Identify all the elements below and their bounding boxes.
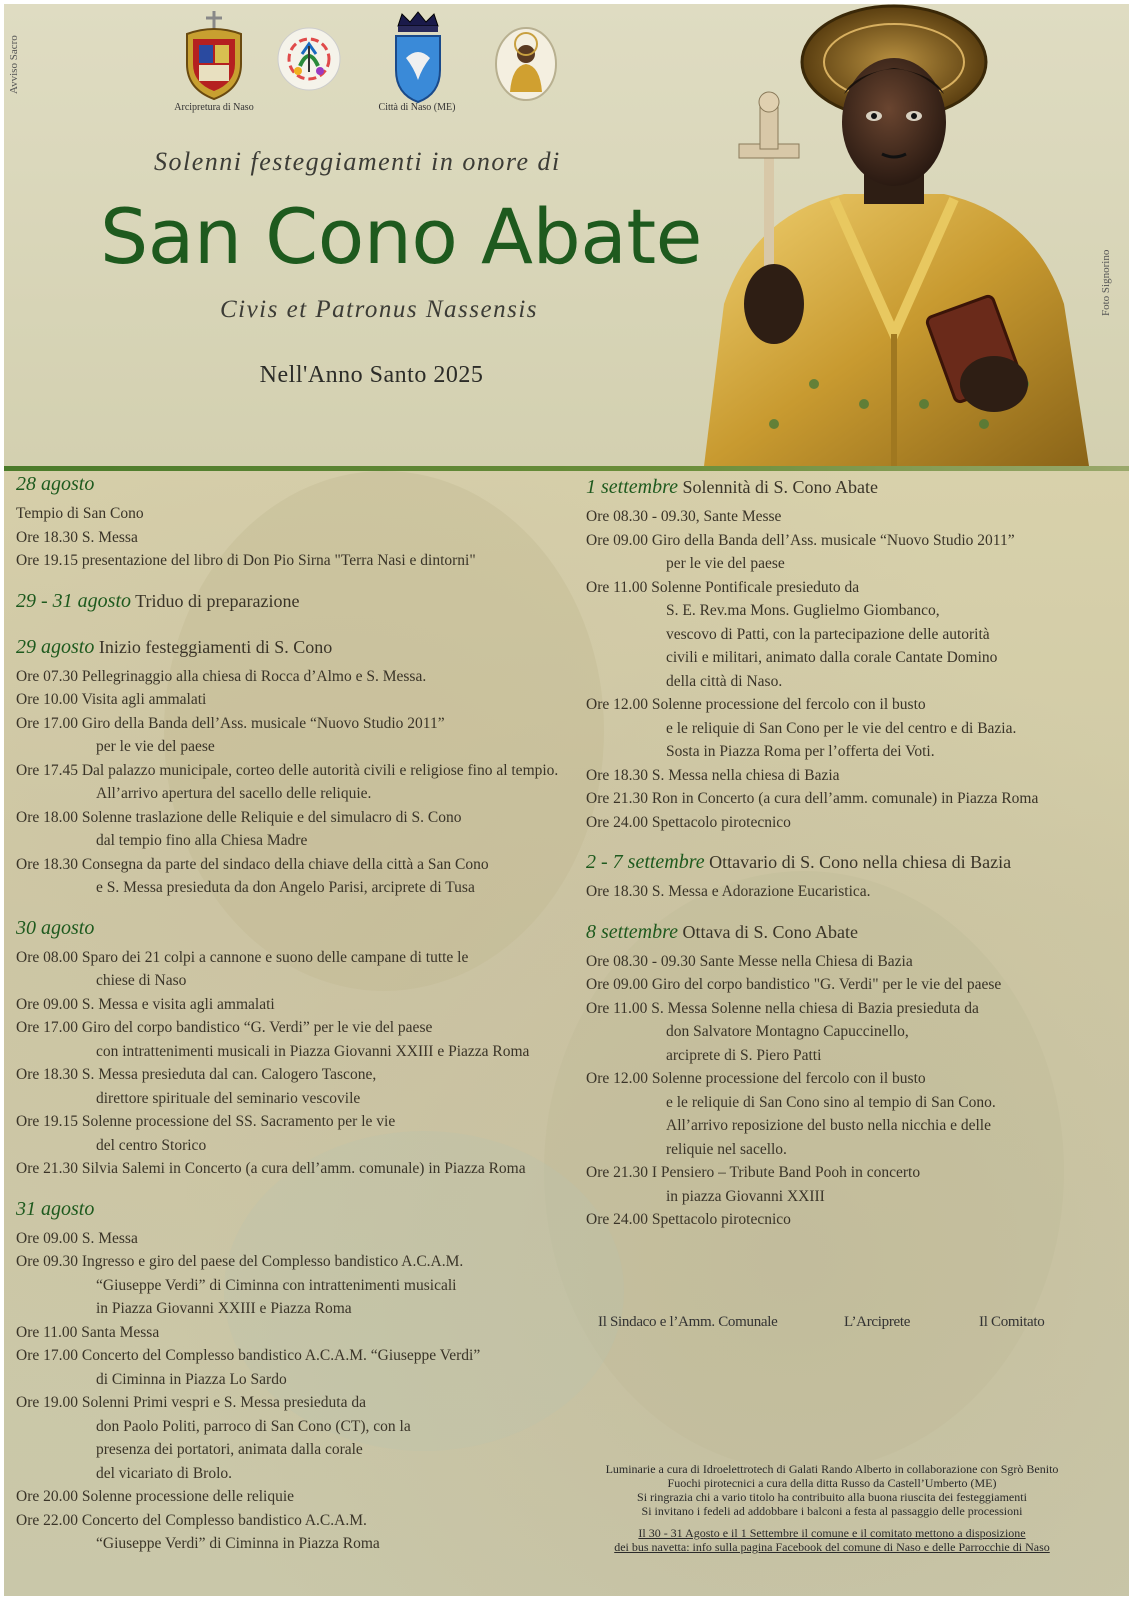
logo-caption-arcipretura: Arcipretura di Naso — [174, 102, 254, 113]
schedule-line-continued: con intrattenimenti musicali in Piazza Giovanni XXIII e Piazza Roma — [96, 1042, 530, 1060]
footer-luminarie: Luminarie a cura di Idroelettrotech di Galati Rando Alberto in collaborazione con Sgrò Benito — [605, 1462, 1059, 1476]
logo-caption-citta: Città di Naso (ME) — [378, 102, 456, 113]
schedule-line: Ore 08.30 - 09.30 Sante Messe nella Chiesa di Bazia — [586, 952, 913, 970]
side-label: Avviso Sacro — [8, 35, 20, 94]
schedule-line-continued: “Giuseppe Verdi” di Ciminna in Piazza Roma — [96, 1535, 380, 1552]
schedule-line: Ore 11.00 S. Messa Solenne nella chiesa di Bazia presieduta da — [586, 999, 979, 1017]
schedule-line-continued: S. E. Rev.ma Mons. Guglielmo Giombanco, — [666, 602, 940, 619]
schedule-line: Ore 10.00 Visita agli ammalati — [16, 691, 207, 708]
jubilee-pilgrims-logo-icon — [276, 26, 342, 92]
schedule-line: Ore 11.00 Solenne Pontificale presieduto da — [586, 578, 860, 596]
day-date: 29 agosto — [16, 635, 95, 658]
day-date: 31 agosto — [16, 1197, 95, 1220]
schedule-line: Ore 09.00 S. Messa e visita agli ammalati — [16, 995, 275, 1013]
schedule-line: Ore 19.00 Solenni Primi vespri e S. Messa presieduta da — [16, 1394, 366, 1411]
schedule-line: Ore 12.00 Solenne processione del fercolo con il busto — [586, 696, 926, 713]
footer-bus-notice: Il 30 - 31 Agosto e il 1 Settembre il comune e il comitato mettono a disposizione — [638, 1526, 1026, 1540]
schedule-line-continued: e S. Messa presieduta da don Angelo Parisi, arciprete di Tusa — [96, 879, 475, 896]
schedule-line: Ore 24.00 Spettacolo pirotecnico — [586, 813, 791, 831]
schedule-line: Ore 18.30 Consegna da parte del sindaco della chiave della città a San Cono — [16, 855, 489, 873]
day-title: Inizio festeggiamenti di S. Cono — [94, 636, 333, 657]
schedule-line-continued: presenza dei portatori, animata dalla corale — [96, 1441, 363, 1458]
day-heading — [16, 1199, 94, 1221]
schedule-line: Tempio di San Cono — [16, 505, 144, 522]
schedule-line-continued: chiese di Naso — [96, 972, 187, 989]
arcipretura-coat-of-arms-icon — [179, 9, 249, 101]
schedule-line: Ore 09.00 Giro della Banda dell’Ass. musicale “Nuovo Studio 2011” — [586, 531, 1015, 549]
schedule-line: Ore 18.30 S. Messa e Adorazione Eucaristica. — [586, 883, 871, 900]
schedule-line: Ore 08.30 - 09.30, Sante Messe — [586, 508, 782, 525]
footer-thanks: Si ringrazia chi a vario titolo ha contribuito alla buona riuscita dei festeggiamenti — [637, 1490, 1027, 1504]
schedule-line: Ore 22.00 Concerto del Complesso bandistico A.C.A.M. — [16, 1511, 367, 1529]
right-schedule-column — [586, 471, 1126, 1596]
schedule-line: Ore 18.30 S. Messa presieduta dal can. Calogero Tascone, — [16, 1066, 377, 1083]
schedule-line-continued: direttore spirituale del seminario vescovile — [96, 1089, 361, 1107]
schedule-line: Ore 12.00 Solenne processione del fercolo con il busto — [586, 1070, 926, 1087]
day-heading — [586, 922, 858, 944]
schedule-line-continued: reliquie nel sacello. — [666, 1140, 787, 1158]
schedule-line: Ore 09.30 Ingresso e giro del paese del Complesso bandistico A.C.A.M. — [16, 1253, 464, 1270]
schedule-line-continued: in piazza Giovanni XXIII — [666, 1187, 825, 1205]
schedule-line-continued: vescovo di Patti, con la partecipazione delle autorità — [666, 625, 990, 643]
signature-comitato: Il Comitato — [979, 1314, 1045, 1330]
day-date: 8 settembre — [586, 920, 679, 943]
schedule-line: Ore 20.00 Solenne processione delle reliquie — [16, 1488, 295, 1505]
schedule-line: Ore 24.00 Spettacolo pirotecnico — [586, 1211, 791, 1228]
saint-statue-illustration — [694, 4, 1114, 466]
event-subtitle: Solenni festeggiamenti in onore di — [154, 147, 561, 176]
schedule-line: Ore 21.30 Silvia Salemi in Concerto (a cura dell’amm. comunale) in Piazza Roma — [16, 1160, 526, 1177]
schedule-line: Ore 09.00 Giro del corpo bandistico "G. Verdi" per le vie del paese — [586, 976, 1002, 993]
schedule-line-continued: di Ciminna in Piazza Lo Sardo — [96, 1370, 287, 1388]
schedule-line-continued: e le reliquie di San Cono per le vie del centro e di Bazia. — [666, 719, 1017, 737]
schedule-line-continued: della città di Naso. — [666, 672, 783, 690]
photo-credit: Foto Signorino — [1100, 249, 1112, 316]
schedule-line: Ore 17.00 Giro del corpo bandistico “G. Verdi” per le vie del paese — [16, 1019, 433, 1036]
day-heading — [586, 852, 1011, 874]
day-heading — [16, 591, 299, 613]
holy-year-line: Nell'Anno Santo 2025 — [259, 362, 484, 388]
schedule-line: Ore 18.30 S. Messa nella chiesa di Bazia — [586, 766, 840, 784]
schedule-line-continued: per le vie del paese — [96, 738, 215, 755]
day-title: Solennità di S. Cono Abate — [678, 477, 879, 497]
schedule-line-continued: per le vie del paese — [666, 555, 785, 572]
left-schedule-column — [16, 471, 586, 1596]
schedule-line-continued: e le reliquie di San Cono sino al tempio di San Cono. — [666, 1093, 996, 1111]
day-heading — [586, 477, 878, 499]
schedule-line-continued: del centro Storico — [96, 1136, 207, 1154]
day-title: Triduo di preparazione — [131, 590, 300, 611]
day-date: 28 agosto — [16, 473, 95, 495]
day-date: 30 agosto — [16, 916, 95, 939]
day-date: 2 - 7 settembre — [586, 851, 705, 873]
schedule-line-continued: civili e militari, animato dalla corale Cantate Domino — [666, 649, 998, 666]
schedule-line: Ore 21.30 I Pensiero – Tribute Band Pooh in concerto — [586, 1164, 921, 1181]
day-title: Ottavario di S. Cono nella chiesa di Bazia — [704, 852, 1012, 872]
schedule-line: Ore 07.30 Pellegrinaggio alla chiesa di Rocca d’Almo e S. Messa. — [16, 667, 427, 685]
day-date: 1 settembre — [586, 476, 679, 498]
signature-sindaco: Il Sindaco e l’Amm. Comunale — [598, 1314, 778, 1330]
header — [4, 4, 1129, 466]
schedule-line: Ore 17.00 Concerto del Complesso bandistico A.C.A.M. “Giuseppe Verdi” — [16, 1347, 481, 1364]
schedule-line: Ore 11.00 Santa Messa — [16, 1323, 160, 1341]
schedule-line: Ore 19.15 presentazione del libro di Don Pio Sirna "Terra Nasi e dintorni" — [16, 552, 476, 569]
schedule-line: Ore 18.30 S. Messa — [16, 528, 138, 546]
footer-fuochi: Fuochi pirotecnici a cura della ditta Russo da Castell’Umberto (ME) — [667, 1476, 997, 1490]
signature-arciprete: L’Arciprete — [844, 1314, 911, 1330]
schedule-line-continued: arciprete di S. Piero Patti — [666, 1046, 822, 1064]
schedule-line: Ore 09.00 S. Messa — [16, 1229, 138, 1247]
schedule-line-continued: All’arrivo reposizione del busto nella nicchia e delle — [666, 1117, 991, 1134]
schedule-line-continued: don Paolo Politi, parroco di San Cono (CT), con la — [96, 1417, 411, 1435]
footer-invite: Si invitano i fedeli ad addobbare i balconi a festa al passaggio delle processioni — [641, 1504, 1023, 1518]
citta-di-naso-crest-icon — [392, 8, 444, 104]
day-title: Ottava di S. Cono Abate — [678, 921, 858, 942]
schedule-line: Ore 17.45 Dal palazzo municipale, corteo delle autorità civili e religiose fino al tempio. — [16, 761, 559, 779]
program-body — [4, 471, 1129, 1596]
day-heading — [16, 474, 94, 496]
schedule-line-continued: All’arrivo apertura del sacello delle reliquie. — [96, 785, 372, 802]
schedule-line: Ore 19.15 Solenne processione del SS. Sacramento per le vie — [16, 1113, 396, 1130]
san-cono-medallion-icon — [494, 26, 558, 102]
day-date: 29 - 31 agosto — [16, 589, 131, 612]
day-heading — [16, 637, 332, 659]
schedule-line-continued: del vicariato di Brolo. — [96, 1464, 233, 1482]
day-heading — [16, 918, 94, 940]
schedule-line-continued: don Salvatore Montagno Capuccinello, — [666, 1023, 909, 1040]
poster — [4, 4, 1129, 1596]
schedule-line-continued: Sosta in Piazza Roma per l’offerta dei Voti. — [666, 743, 935, 760]
schedule-line-continued: dal tempio fino alla Chiesa Madre — [96, 832, 308, 849]
schedule-line: Ore 21.30 Ron in Concerto (a cura dell’amm. comunale) in Piazza Roma — [586, 790, 1039, 807]
page-title: San Cono Abate — [100, 192, 702, 281]
schedule-line-continued: in Piazza Giovanni XXIII e Piazza Roma — [96, 1300, 352, 1317]
latin-motto: Civis et Patronus Nassensis — [219, 296, 539, 323]
schedule-line: Ore 08.00 Sparo dei 21 colpi a cannone e suono delle campane di tutte le — [16, 948, 469, 966]
footer-bus-info: dei bus navetta: info sulla pagina Facebook del comune di Naso e delle Parrocchie di Naso — [614, 1540, 1050, 1554]
schedule-line: Ore 18.00 Solenne traslazione delle Reliquie e del simulacro di S. Cono — [16, 808, 462, 826]
schedule-line-continued: “Giuseppe Verdi” di Ciminna con intrattenimenti musicali — [96, 1276, 457, 1294]
schedule-line: Ore 17.00 Giro della Banda dell’Ass. musicale “Nuovo Studio 2011” — [16, 714, 445, 732]
